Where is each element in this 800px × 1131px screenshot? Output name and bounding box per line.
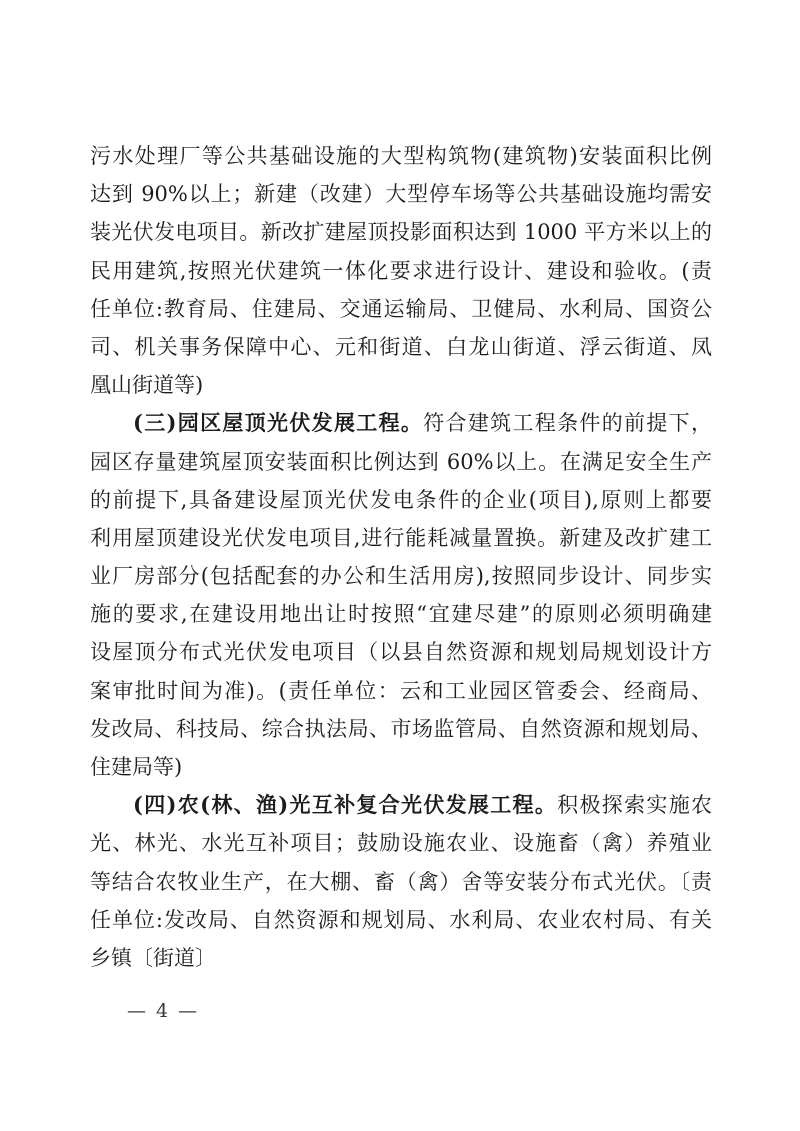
- body-text: 任单位:教育局、住建局、交通运输局、卫健局、水利局、国资公: [90, 296, 712, 321]
- body-text: 的前提下,具备建设屋顶光伏发电条件的企业(项目),原则上都要: [90, 487, 712, 512]
- body-text: 乡镇〔街道〕: [90, 945, 216, 970]
- text-line: [90, 290, 712, 328]
- text-line: [90, 137, 712, 175]
- text-line: [90, 557, 712, 595]
- body-text: 园区存量建筑屋顶安装面积比例达到 60%以上。在满足安全生产: [90, 449, 712, 474]
- text-line: [90, 404, 712, 442]
- text-line: [90, 710, 712, 748]
- body-text: 利用屋顶建设光伏发电项目,进行能耗减量置换。新建及改扩建工: [90, 525, 712, 550]
- section-heading-text: (三)园区屋顶光伏发展工程。: [133, 410, 424, 436]
- text-line: [90, 519, 712, 557]
- text-line: [90, 213, 712, 251]
- body-text: 民用建筑,按照光伏建筑一体化要求进行设计、建设和验收。(责: [90, 258, 712, 283]
- text-line: [90, 748, 712, 786]
- body-text: 达到 90%以上；新建（改建）大型停车场等公共基础设施均需安: [90, 182, 712, 207]
- body-text: 光、林光、水光互补项目；鼓励设施农业、设施畜（禽）养殖业: [90, 831, 712, 856]
- body-text: 住建局等): [90, 755, 183, 779]
- text-line: [90, 252, 712, 290]
- text-line: [90, 901, 712, 939]
- body-text: 发改局、科技局、综合执法局、市场监管局、自然资源和规划局、: [90, 716, 712, 741]
- section-heading-text: (四)农(林、渔)光互补复合光伏发展工程。: [133, 792, 558, 818]
- body-text: 司、机关事务保障中心、元和街道、白龙山街道、浮云街道、凤: [90, 334, 712, 359]
- document-body: [90, 137, 712, 977]
- body-text: 积极探索实施农: [557, 793, 713, 818]
- body-text: 符合建筑工程条件的前提下，: [423, 411, 712, 436]
- text-line: [90, 863, 712, 901]
- text-line: [90, 443, 712, 481]
- body-text: 施的要求,在建设用地出让时按照“宜建尽建”的原则必须明确建: [90, 602, 712, 627]
- text-line: [90, 595, 712, 633]
- body-text: 案审批时间为准)。(责任单位：云和工业园区管委会、经商局、: [90, 678, 712, 703]
- body-text: 任单位:发改局、自然资源和规划局、水利局、农业农村局、有关: [90, 907, 712, 932]
- text-line: [90, 672, 712, 710]
- text-line: [90, 366, 712, 404]
- body-text: 凰山街道等): [90, 373, 204, 398]
- text-line: [90, 633, 712, 671]
- text-line: [90, 328, 712, 366]
- body-text: 装光伏发电项目。新改扩建屋顶投影面积达到 1000 平方米以上的: [90, 220, 712, 245]
- text-line: [90, 786, 712, 824]
- text-line: [90, 824, 712, 862]
- page-number: — 4 —: [127, 1000, 200, 1022]
- body-text: 等结合农牧业生产，在大棚、畜（禽）舍等安装分布式光伏。〔责: [90, 869, 712, 894]
- body-text: 设屋顶分布式光伏发电项目（以县自然资源和规划局规划设计方: [90, 640, 712, 665]
- body-text: 业厂房部分(包括配套的办公和生活用房),按照同步设计、同步实: [90, 564, 712, 589]
- text-line: [90, 481, 712, 519]
- text-line: [90, 175, 712, 213]
- text-line: [90, 939, 712, 977]
- body-text: 污水处理厂等公共基础设施的大型构筑物(建筑物)安装面积比例: [90, 144, 712, 168]
